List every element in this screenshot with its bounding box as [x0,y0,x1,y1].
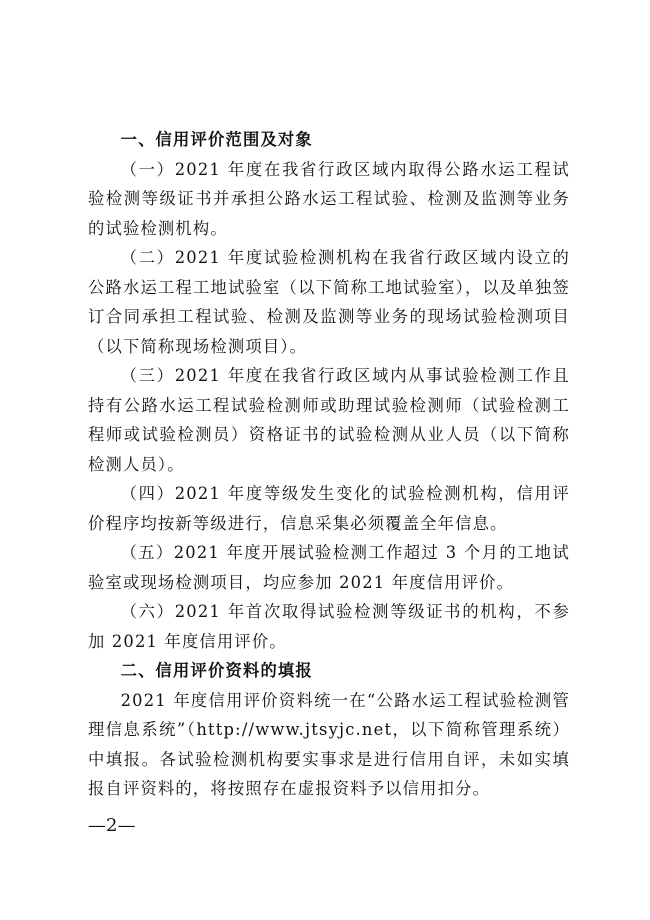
section-heading-scope: 一、信用评价范围及对象 [120,130,313,149]
paragraph-scope-6: （六）2021 年首次取得试验检测等级证书的机构，不参加 2021 年度信用评价。 [88,602,570,651]
paragraph-scope-2: （二）2021 年度试验检测机构在我省行政区域内设立的公路水运工程工地试验室（以下简称工地试验室），以及单独签订合同承担工程试验、检测及监测等业务的现场试验检测项目（以下简称现场检测项目）。 [88,248,570,356]
paragraph-filing-1: 2021 年度信用评价资料统一在“公路水运工程试验检测管理信息系统”（http://www.jtsyjc.net，以下简称管理系统）中填报。各试验检测机构要实事求是进行信用自评，未如实填报自评资料的，将按照存在虚报资料予以信用扣分。 [88,690,570,798]
paragraph-scope-5: （五）2021 年度开展试验检测工作超过 3 个月的工地试验室或现场检测项目，均应参加 2021 年度信用评价。 [88,543,570,592]
paragraph-scope-1: （一）2021 年度在我省行政区域内取得公路水运工程试验检测等级证书并承担公路水运工程试验、检测及监测等业务的试验检测机构。 [88,159,570,238]
paragraph-scope-3: （三）2021 年度在我省行政区域内从事试验检测工作且持有公路水运工程试验检测师或助理试验检测师（试验检测工程师或试验检测员）资格证书的试验检测从业人员（以下简称检测人员）。 [88,366,570,474]
page-number: —2— [88,815,136,836]
section-heading-filing: 二、信用评价资料的填报 [120,661,313,680]
document-body [88,125,570,804]
paragraph-scope-4: （四）2021 年度等级发生变化的试验检测机构，信用评价程序均按新等级进行，信息采集必须覆盖全年信息。 [88,484,570,533]
